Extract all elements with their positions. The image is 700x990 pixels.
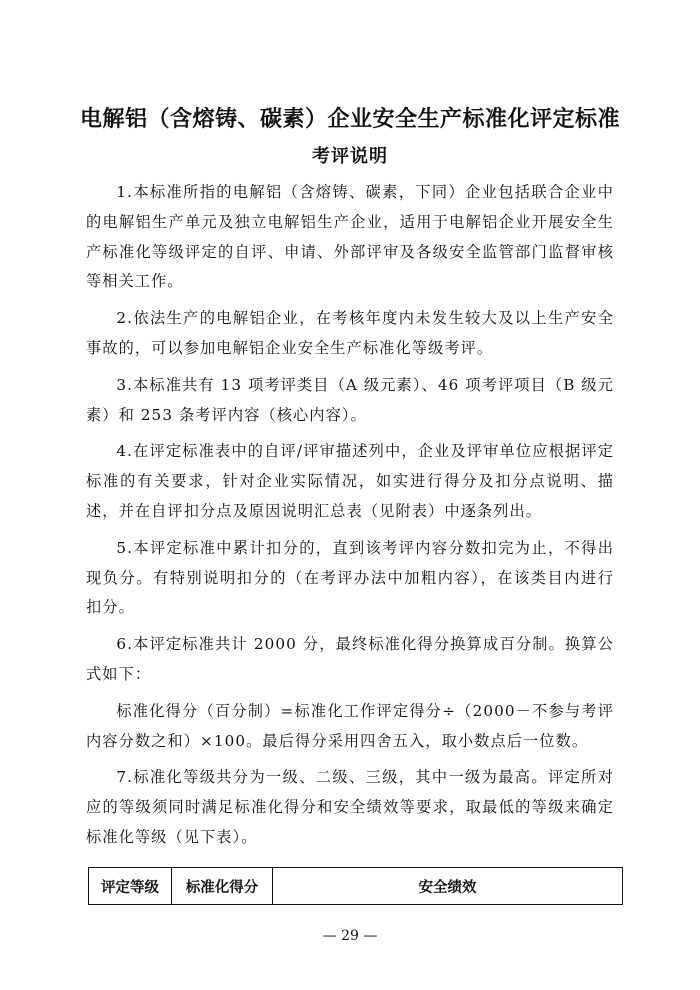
paragraph-7: 7.标准化等级共分为一级、二级、三级，其中一级为最高。评定所对应的等级须同时满足标准化得分和安全绩效等要求，取最低的等级来确定标准化等级（见下表）。 (86, 768, 614, 846)
header-grade: 评定等级 (89, 868, 172, 905)
paragraph-5: 5.本评定标准中累计扣分的，直到该考评内容分数扣完为止，不得出现负分。有特别说明扣分的（在考评办法中加粗内容），在该类目内进行扣分。 (86, 538, 614, 617)
header-score: 标准化得分 (172, 868, 273, 905)
section-subtitle: 考评说明 (312, 146, 388, 167)
header-safety-performance: 安全绩效 (273, 868, 623, 905)
paragraph-3: 3.本标准共有 13 项考评类目（A 级元素）、46 项考评项目（B 级元素）和 253 条考评内容（核心内容）。 (86, 375, 614, 424)
body-text (86, 178, 614, 860)
table-header-row (89, 868, 623, 905)
grade-table (88, 867, 623, 905)
formula-paragraph: 标准化得分（百分制）=标准化工作评定得分÷（2000－不参与考评内容分数之和）×100。最后得分采用四舍五入，取小数点后一位数。 (86, 701, 614, 750)
paragraph-1: 1.本标准所指的电解铝（含熔铸、碳素，下同）企业包括联合企业中的电解铝生产单元及独立电解铝生产企业，适用于电解铝企业开展安全生产标准化等级评定的自评、申请、外部评审及各级安全监管部门监督审核等相关工作。 (86, 183, 614, 291)
paragraph-4: 4.在评定标准表中的自评/评审描述列中，企业及评审单位应根据评定标准的有关要求，针对企业实际情况，如实进行得分及扣分点说明、描述，并在自评扣分点及原因说明汇总表（见附表）中逐条列出。 (86, 442, 614, 520)
paragraph-6: 6.本评定标准共计 2000 分，最终标准化得分换算成百分制。换算公式如下： (86, 635, 614, 683)
paragraph-2: 2.依法生产的电解铝企业，在考核年度内未发生较大及以上生产安全事故的，可以参加电解铝企业安全生产标准化等级考评。 (86, 309, 614, 357)
document-title: 电解铝（含熔铸、碳素）企业安全生产标准化评定标准 (79, 107, 620, 132)
page-number: — 29 — (322, 928, 378, 944)
